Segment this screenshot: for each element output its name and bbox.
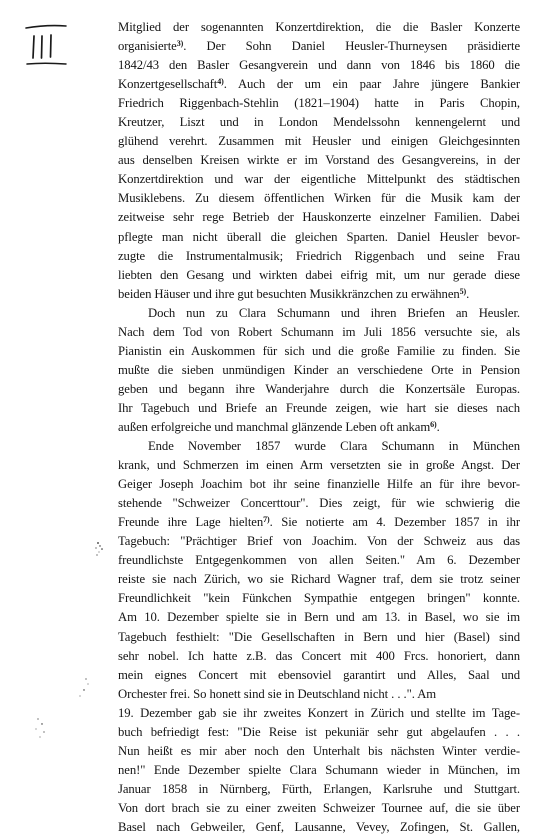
text-line: [118, 570, 520, 589]
text-line: [118, 723, 520, 742]
line-text-tail: .: [436, 419, 440, 434]
line-text: pflegte man nicht überall die gleichen Sparten. Daniel Heusler bevor-: [118, 229, 520, 244]
text-line: [118, 323, 520, 342]
page-number-stamp: [22, 22, 72, 74]
line-text: Tagebuch festhielt: "Die Gesellschaften in Bern und hier (Basel) sind: [118, 629, 520, 644]
line-text: aus denselben Kreisen wirkte er im Vorstand des Gesangvereins, in der: [118, 153, 520, 168]
footnote-marker: 5): [459, 286, 467, 296]
line-text: Basel nach Gebweiler, Genf, Lausanne, Vevey, Zofingen, St. Gallen,: [118, 819, 520, 834]
text-line: [118, 761, 520, 780]
line-text: buch befriedigt fest: "Die Reise ist pekuniär sehr gut abgelaufen . . .: [118, 724, 520, 739]
line-text-tail: . Sie notierte am 4. Dezember 1857 in ihr: [269, 515, 520, 530]
text-line: [118, 589, 520, 608]
line-text: Tagebuch: "Prächtiger Brief von Joachim. Von der Schweiz aus das: [118, 534, 520, 549]
text-line: [118, 532, 520, 551]
text-line: [118, 189, 520, 208]
line-text: freundlichste Entgegenkommen von allen Seiten." Am 6. Dezember: [118, 553, 520, 568]
text-line: [118, 304, 520, 323]
text-line: [118, 628, 520, 647]
line-text: Konzertdirektion und war der eigentliche Mittelpunkt des städtischen: [118, 172, 520, 187]
line-text: reiste sie nach Zürich, wo sie Richard Wagner traf, dem sie trotz seiner: [118, 572, 520, 587]
footnote-marker: 4): [217, 77, 224, 87]
line-text: sehr nobel. Ich hatte z.B. das Concert mit 400 Frcs. honoriert, dann: [118, 648, 520, 663]
text-line: [118, 418, 520, 437]
text-line: [118, 685, 520, 704]
text-line: [118, 285, 520, 304]
handwritten-page-number: [22, 22, 72, 74]
line-text: Nach dem Tod von Robert Schumann im Juli 1856 versuchte sie, als: [118, 324, 520, 339]
line-text-tail: .: [466, 286, 470, 301]
line-text: Pianistin ein Auskommen für sich und die große Familie zu finden. Sie: [118, 343, 520, 358]
footnote-marker: 6): [430, 419, 437, 429]
line-text: Konzertgesellschaft: [118, 77, 218, 92]
text-line: [118, 380, 520, 399]
line-text: Ihr Tagebuch und Briefe an Freunde zeigen, wie hart sie dieses nach: [118, 400, 520, 415]
body-text: [118, 18, 520, 837]
text-line: [118, 666, 520, 685]
text-line: [118, 494, 520, 513]
line-text: Januar 1858 in Nürnberg, Fürth, Erlangen, Karlsruhe und Stuttgart.: [118, 781, 520, 796]
text-line: [118, 113, 520, 132]
line-text: Freunde ihre Lage hielten: [118, 515, 264, 530]
text-line: [118, 94, 520, 113]
text-line: [118, 228, 520, 247]
text-line: [118, 608, 520, 627]
line-text: Geiger Joseph Joachim bot ihr seine finanzielle Hilfe an für ihre bevor-: [118, 477, 520, 492]
text-line: [118, 437, 520, 456]
text-line: [118, 456, 520, 475]
text-line: [118, 704, 520, 723]
text-line: [118, 742, 520, 761]
line-text: Von dort brach sie zu einer zweiten Schweizer Tournee auf, die sie über: [118, 800, 520, 815]
line-text-tail: . Auch der um ein paar Jahre jüngere Bankier: [223, 77, 520, 92]
line-text: glühend verehrt. Zusammen mit Heusler und einigen Gleichgesinnten: [118, 134, 520, 149]
line-text: nen!" Ende Dezember spielte Clara Schumann wieder in München, im: [118, 762, 520, 777]
footnote-marker: 7): [263, 515, 270, 525]
line-text: Orchester frei. So honett sind sie in Deutschland nicht . . .". Am: [118, 686, 437, 701]
line-text: beiden Häuser und ihre gut besuchten Musikkränzchen zu erwähnen: [118, 286, 460, 301]
text-line: [118, 475, 520, 494]
line-text: zeitweise sehr rege Betrieb der Hauskonzerte einzelner Familien. Dabei: [118, 210, 520, 225]
text-line: [118, 342, 520, 361]
line-text: 1842/43 den Basler Gesangverein und dann von 1846 bis 1860 die: [118, 58, 520, 73]
line-text-tail: . Der Sohn Daniel Heusler-Thurneysen präsidierte: [183, 39, 520, 54]
line-text: Musiklebens. Zu diesem öffentlichen Wirken für die Musik kam der: [118, 191, 520, 206]
line-text: Nun heißt es mir aber noch den Unterhalt bis nächsten Winter verdie-: [118, 743, 520, 758]
text-line: [118, 151, 520, 170]
line-text: Freundlichkeit "kein Fünkchen Sympathie entgegen bringen" konnte.: [118, 591, 520, 606]
text-line: [118, 170, 520, 189]
line-text: Doch nun zu Clara Schumann und ihren Briefen an Heusler.: [148, 305, 520, 320]
text-line: [118, 780, 520, 799]
text-line: [118, 361, 520, 380]
line-text: mein eignes Concert mit ebensoviel garantirt und Alles, Saal und: [118, 667, 520, 682]
text-line: [118, 266, 520, 285]
text-line: [118, 132, 520, 151]
text-line: [118, 818, 520, 837]
text-line: [118, 208, 520, 227]
text-line: [118, 247, 520, 266]
text-line: [118, 399, 520, 418]
text-line: [118, 551, 520, 570]
line-text: mußte die sieben unmündigen Kinder an verschiedene Orte in Pension: [118, 362, 520, 377]
line-text: zugte die Instrumentalmusik; Friedrich Riggenbach und seine Frau: [118, 248, 520, 263]
text-line: [118, 56, 520, 75]
footnote-marker: 3): [176, 39, 184, 49]
line-text: stehende "Schweizer Concerttour". Dies zeigt, für wie schwierig die: [118, 496, 520, 511]
line-text: organisierte: [118, 39, 177, 54]
text-line: [118, 799, 520, 818]
line-text: geben und begann ihre Wanderjahre durch die Konzertsäle Europas.: [118, 381, 520, 396]
line-text: Mitglied der sogenannten Konzertdirektion, die die Basler Konzerte: [118, 20, 520, 34]
line-text: außen erfolgreiche und manchmal glänzende Leben oft ankam: [118, 419, 431, 434]
text-line: [118, 75, 520, 94]
text-line: [118, 37, 520, 56]
line-text: Ende November 1857 wurde Clara Schumann in München: [148, 439, 520, 454]
line-text: Friedrich Riggenbach-Stehlin (1821–1904) hatte in Paris Chopin,: [118, 96, 520, 111]
line-text: krank, und Schmerzen im einen Arm versetzten sie in große Angst. Der: [118, 458, 520, 473]
text-line: [118, 647, 520, 666]
line-text: Kreutzer, Liszt und in London Mendelssohn kennengelernt und: [118, 115, 520, 130]
text-line: [118, 18, 520, 37]
text-line: [118, 513, 520, 532]
line-text: liebten den Gesang und wirkten dabei eifrig mit, um nur gerade diese: [118, 267, 520, 282]
line-text: 19. Dezember gab sie ihr zweites Konzert in Zürich und stellte im Tage-: [118, 705, 520, 720]
line-text: Am 10. Dezember spielte sie in Bern und am 13. in Basel, wo sie im: [118, 610, 520, 625]
